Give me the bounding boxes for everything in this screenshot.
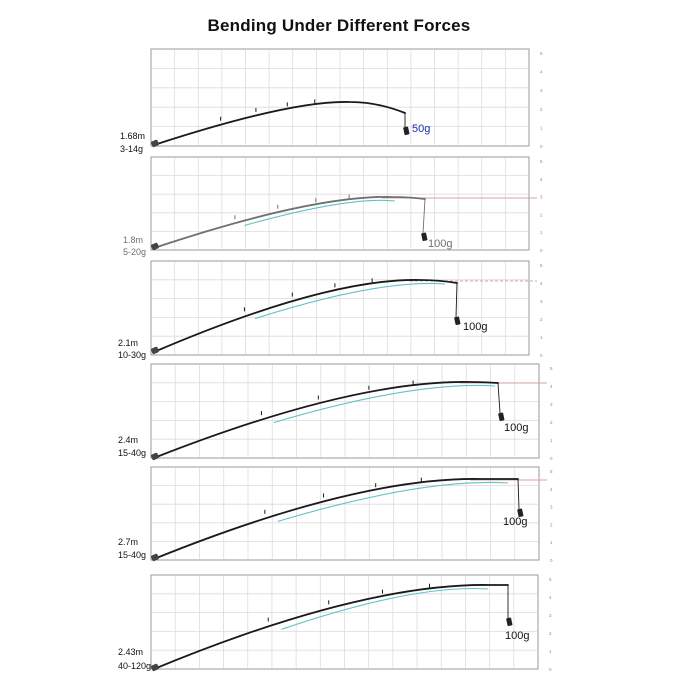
scale-tick-label: 1: [549, 649, 552, 654]
weight-label: 100g: [505, 630, 530, 642]
scale-tick-label: 0: [550, 558, 553, 563]
scale-tick-label: 1: [550, 438, 553, 443]
scale-tick-label: 4: [540, 176, 543, 182]
bend-panel-1: [120, 49, 543, 154]
rod-length-label: 2.1m: [118, 338, 139, 348]
scale-tick-label: 2: [540, 317, 543, 322]
lure-range-label: 3-14g: [120, 144, 144, 154]
scale-tick-label: 1: [540, 335, 543, 340]
scale-tick-label: 1: [540, 230, 543, 236]
lure-range-label: 40-120g: [118, 661, 152, 671]
scale-tick-label: 0: [540, 144, 543, 149]
scale-tick-label: 0: [540, 353, 543, 358]
weight-label: 100g: [463, 321, 488, 333]
bend-panel-4: [118, 364, 553, 461]
rod-length-label: 2.7m: [118, 537, 139, 547]
scale-tick-label: 3: [550, 402, 553, 407]
bend-panel-2: [123, 157, 543, 257]
weight-label: 100g: [428, 238, 453, 250]
scale-tick-label: 5: [540, 51, 543, 56]
rod-length-label: 2.43m: [118, 647, 144, 657]
scale-tick-label: 5: [549, 577, 552, 582]
weight-label: 100g: [504, 422, 529, 434]
bend-panel-5: [118, 467, 553, 563]
weight-label: 100g: [503, 516, 528, 528]
scale-tick-label: 5: [540, 263, 543, 268]
scale-tick-label: 4: [540, 281, 543, 286]
scale-tick-label: 5: [540, 159, 543, 164]
lure-range-label: 15-40g: [118, 550, 147, 560]
scale-tick-label: 3: [540, 194, 543, 200]
scale-tick-label: 3: [540, 299, 543, 304]
scale-tick-label: 0: [540, 248, 543, 253]
rod-length-label: 2.4m: [118, 435, 139, 445]
lure-range-label: 5-20g: [123, 247, 147, 257]
weight-label: 50g: [412, 123, 431, 135]
scale-tick-label: 2: [550, 522, 553, 528]
scale-tick-label: 4: [550, 486, 553, 492]
scale-tick-label: 3: [549, 613, 552, 618]
scale-tick-label: 2: [540, 212, 543, 218]
scale-tick-label: 5: [550, 366, 553, 371]
bend-panel-3: [118, 261, 543, 360]
scale-tick-label: 2: [550, 420, 553, 425]
scale-tick-label: 1: [550, 540, 553, 546]
scale-tick-label: 1: [540, 125, 543, 131]
scale-tick-label: 5: [550, 469, 553, 474]
rod-length-label: 1.8m: [123, 235, 144, 245]
lure-range-label: 15-40g: [118, 448, 147, 458]
scale-tick-label: 3: [550, 504, 553, 510]
scale-tick-label: 3: [540, 88, 543, 94]
scale-tick-label: 4: [540, 69, 543, 75]
scale-tick-label: 4: [550, 384, 553, 389]
scale-tick-label: 0: [549, 667, 552, 672]
bend-panel-6: [118, 575, 552, 672]
scale-tick-label: 0: [550, 456, 553, 461]
page-title: Bending Under Different Forces: [207, 16, 471, 35]
rod-length-label: 1.68m: [120, 131, 146, 141]
scale-tick-label: 2: [540, 106, 543, 112]
lure-range-label: 10-30g: [118, 350, 147, 360]
scale-tick-label: 2: [549, 631, 552, 636]
scale-tick-label: 4: [549, 595, 552, 600]
